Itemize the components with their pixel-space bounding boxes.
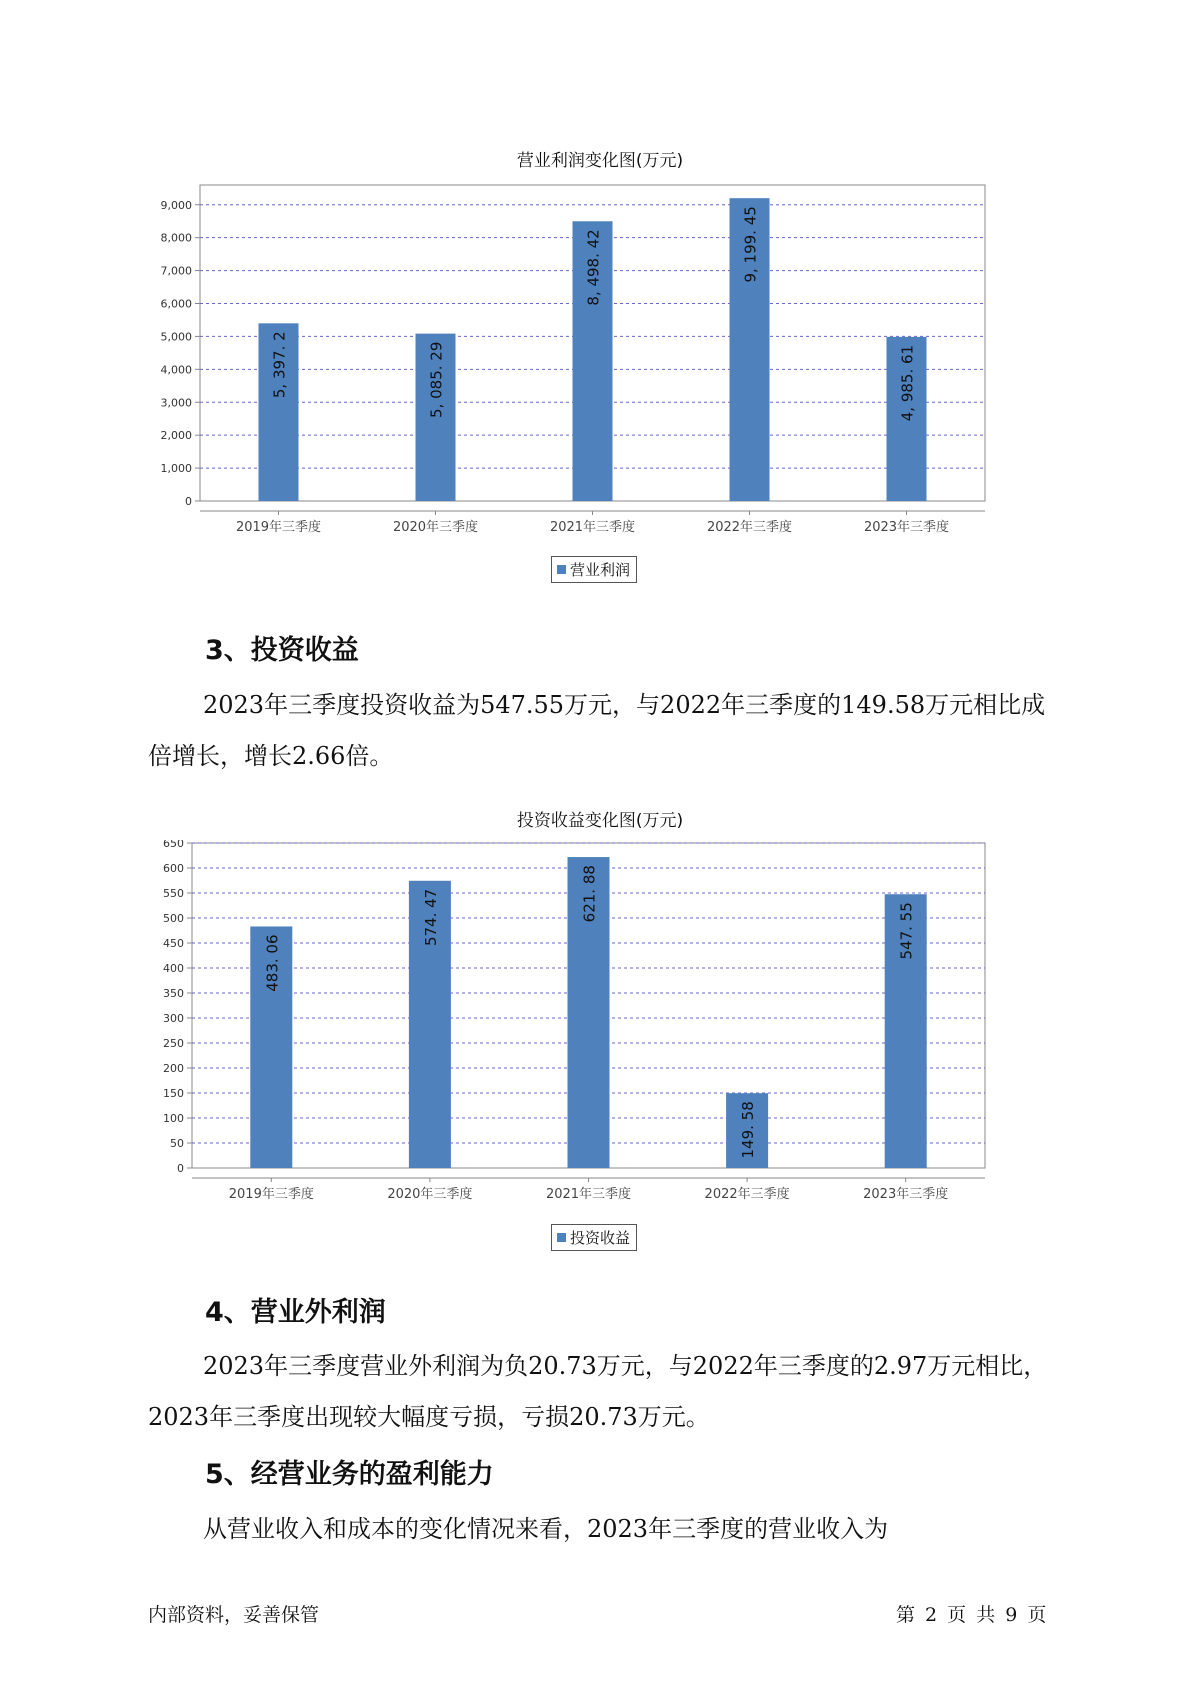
section-paragraph-profitability: 从营业收入和成本的变化情况来看，2023年三季度的营业收入为: [203, 1515, 889, 1543]
chart-svg: [150, 840, 1050, 1250]
x-tick-label: 2022年三季度: [704, 1187, 790, 1202]
y-tick-label: 9,000: [160, 198, 192, 212]
y-tick-label: 2,000: [160, 429, 192, 443]
y-tick-label: 3,000: [160, 396, 192, 410]
bar-value-label: 547. 55: [897, 902, 916, 960]
y-tick-label: 1,000: [160, 462, 192, 476]
y-tick-label: 7,000: [160, 264, 192, 278]
y-tick-label: 350: [163, 987, 184, 1000]
x-tick-label: 2021年三季度: [549, 520, 636, 535]
x-tick-label: 2023年三季度: [863, 520, 950, 535]
bar-value-label: 483. 06: [263, 934, 282, 992]
x-tick-label: 2021年三季度: [545, 1187, 632, 1202]
legend-swatch: [557, 1233, 566, 1242]
bar-value-label: 8, 498. 42: [584, 229, 603, 306]
x-tick-label: 2020年三季度: [392, 520, 479, 535]
y-tick-label: 5,000: [160, 330, 192, 344]
x-tick-label: 2019年三季度: [228, 1187, 314, 1202]
y-tick-label: 250: [163, 1037, 184, 1050]
y-tick-label: 550: [163, 887, 184, 900]
chart-legend: [551, 556, 637, 583]
y-tick-label: 4,000: [160, 363, 192, 377]
y-tick-label: 600: [163, 862, 184, 875]
y-tick-label: 500: [163, 912, 184, 925]
bar-value-label: 621. 88: [580, 865, 599, 923]
chart-svg: [150, 180, 1050, 580]
bar-value-label: 4, 985. 61: [898, 344, 917, 422]
y-tick-label: 6,000: [160, 297, 192, 311]
footer-page-number: 第 2 页 共 9 页: [896, 1604, 1047, 1626]
chart-legend: [551, 1224, 637, 1251]
bar-value-label: 5, 397. 2: [270, 331, 289, 399]
bar-value-label: 5, 085. 29: [427, 341, 446, 418]
x-tick-label: 2023年三季度: [863, 1187, 949, 1202]
x-tick-label: 2022年三季度: [706, 520, 793, 535]
bar-value-label: 574. 47: [421, 888, 440, 947]
investment-income-chart: [150, 800, 1050, 1260]
section-heading-non-operating-profit: 4、营业外利润: [205, 1297, 386, 1328]
y-tick-label: 0: [177, 1162, 184, 1175]
y-tick-label: 50: [170, 1137, 184, 1150]
bar-value-label: 9, 199. 45: [741, 206, 760, 283]
section-heading-profitability: 5、经营业务的盈利能力: [205, 1459, 494, 1490]
chart-title: 投资收益变化图(万元): [516, 811, 684, 831]
y-tick-label: 100: [163, 1112, 184, 1125]
y-tick-label: 8,000: [160, 231, 192, 245]
legend-swatch: [557, 565, 566, 574]
operating-profit-chart: [150, 140, 1050, 590]
footer-confidential-note: 内部资料，妥善保管: [148, 1604, 320, 1626]
section-heading-investment-income: 3、投资收益: [205, 635, 359, 666]
chart-title: 营业利润变化图(万元): [516, 151, 684, 171]
section-paragraph-non-operating-profit: 2023年三季度营业外利润为负20.73万元，与2022年三季度的2.97万元相比，2023年三季度出现较大幅度亏损，亏损20.73万元。: [148, 1352, 1048, 1431]
y-tick-label: 200: [163, 1062, 184, 1075]
y-tick-label: 400: [163, 962, 184, 975]
bar-value-label: 149. 58: [739, 1101, 758, 1159]
x-tick-label: 2019年三季度: [235, 520, 322, 535]
y-tick-label: 450: [163, 937, 184, 950]
legend-label: 营业利润: [570, 561, 631, 579]
legend-label: 投资收益: [570, 1229, 631, 1247]
y-tick-label: 0: [185, 495, 192, 508]
y-tick-label: 650: [163, 840, 184, 850]
section-paragraph-investment-income: 2023年三季度投资收益为547.55万元，与2022年三季度的149.58万元相比成倍增长，增长2.66倍。: [148, 691, 1046, 770]
y-tick-label: 150: [163, 1087, 184, 1100]
y-tick-label: 300: [163, 1012, 184, 1025]
x-tick-label: 2020年三季度: [387, 1187, 473, 1202]
